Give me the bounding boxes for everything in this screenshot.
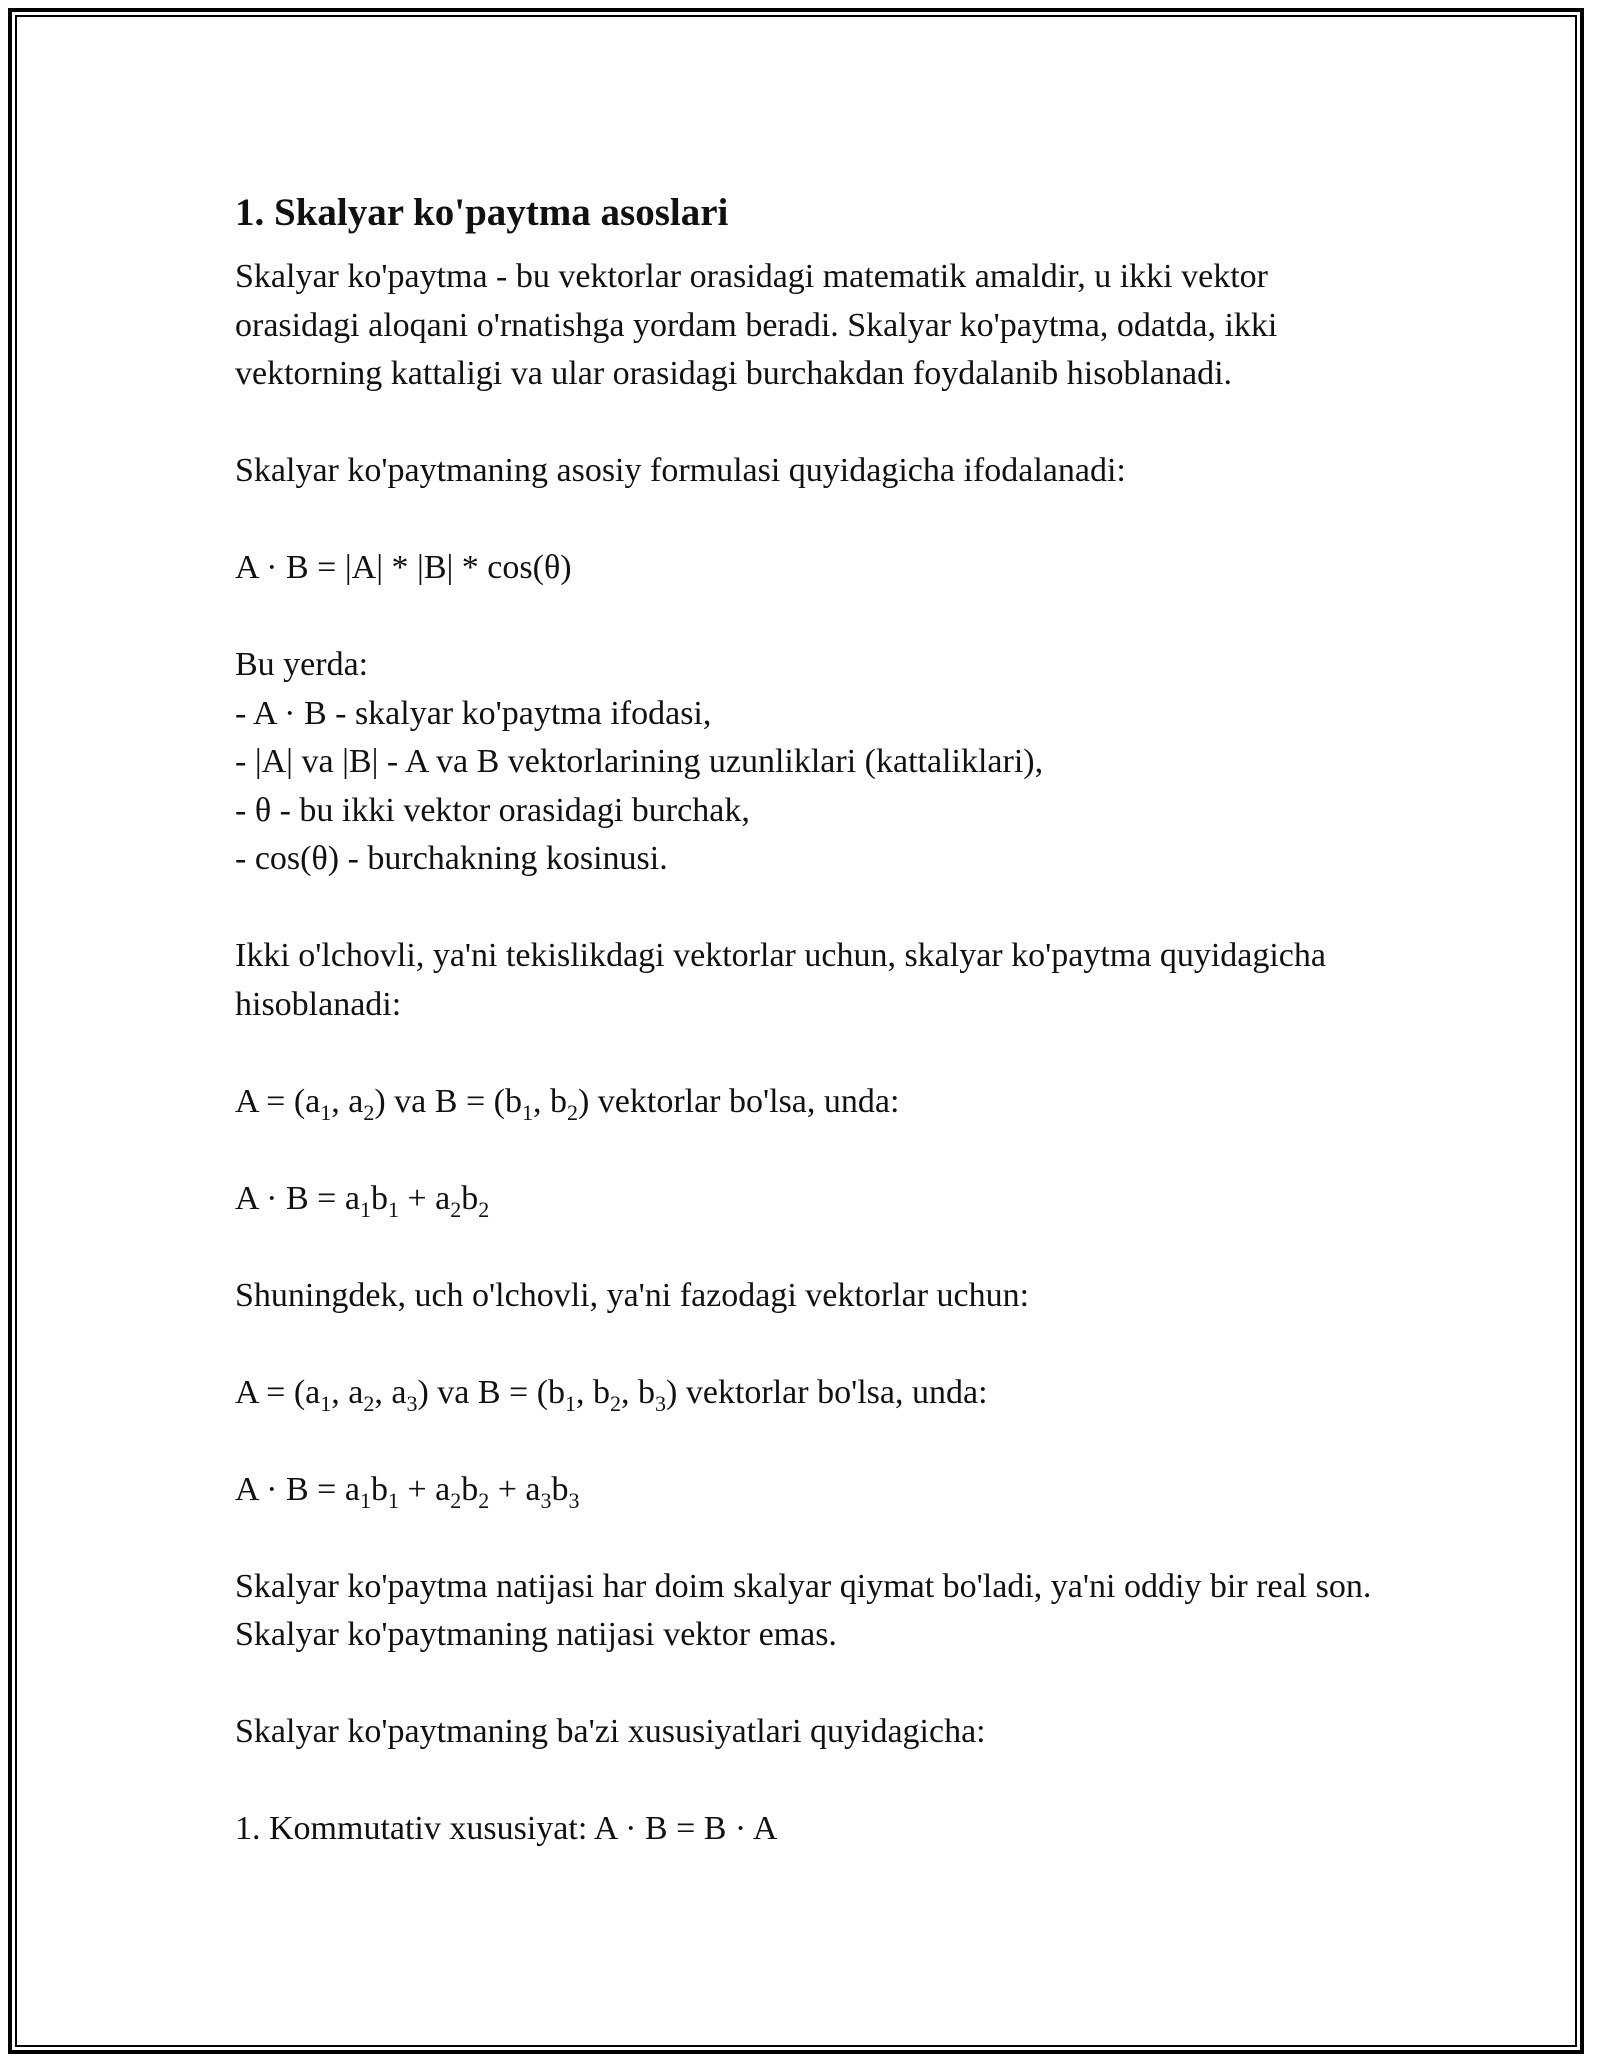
definitions-label: Bu yerda:	[235, 646, 369, 683]
list-item: - |A| va |B| - A va B vektorlarining uzunliklari (kattaliklari),	[235, 743, 1044, 780]
property-commutative: 1. Kommutativ xususiyat: A · B = B · A	[235, 1810, 778, 1847]
list-item: - A · B - skalyar ko'paytma ifodasi,	[235, 694, 712, 732]
definitions-list	[235, 641, 1375, 884]
list-item: - θ - bu ikki vektor orasidagi burchak,	[235, 791, 750, 829]
properties-intro-paragraph: Skalyar ko'paytmaning ba'zi xususiyatlari quyidagicha:	[235, 1713, 986, 1750]
three-d-dot-product-formula: $A \cdot B = a_1b_1 + a_2b_2 + a_3b_3$	[235, 1470, 580, 1513]
intro-paragraph: Skalyar ko'paytma - bu vektorlar orasidagi matematik amaldir, u ikki vektor orasidagi aloqani o'rnatishga yordam beradi. Skalyar ko'paytma, odatda, ikki vektorning kattaligi va ular orasidagi burchakdan foydalanib hisoblanadi.	[235, 258, 1278, 392]
list-item: - cos(θ) - burchakning kosinusi.	[235, 840, 668, 877]
section-heading: 1. Skalyar ko'paytma asoslari	[235, 191, 729, 234]
two-d-dot-product-formula: $A \cdot B = a_1b_1 + a_2b_2$	[235, 1179, 490, 1222]
two-d-vector-definition: $A = (a_1$, $a_2$) va $B = (b_1$, $b_2$) vektorlar bo'lsa, unda:	[235, 1082, 900, 1125]
result-paragraph: Skalyar ko'paytma natijasi har doim skalyar qiymat bo'ladi, ya'ni oddiy bir real son. Skalyar ko'paytmaning natijasi vektor emas.	[235, 1567, 1372, 1653]
main-formula: A · B = |A| * |B| * cos(θ)	[235, 549, 572, 586]
two-d-paragraph: Ikki o'lchovli, ya'ni tekislikdagi vektorlar uchun, skalyar ko'paytma quyidagicha hisoblanadi:	[235, 937, 1326, 1023]
formula-intro-paragraph: Skalyar ko'paytmaning asosiy formulasi quyidagicha ifodalanadi:	[235, 452, 1126, 489]
three-d-paragraph: Shuningdek, uch o'lchovli, ya'ni fazodagi vektorlar uchun:	[235, 1276, 1030, 1314]
document-body	[235, 185, 1375, 1902]
three-d-vector-definition: $A = (a_1$, $a_2$, $a_3$) va $B = (b_1$, $b_2$, $b_3$) vektorlar bo'lsa, unda:	[235, 1373, 988, 1416]
